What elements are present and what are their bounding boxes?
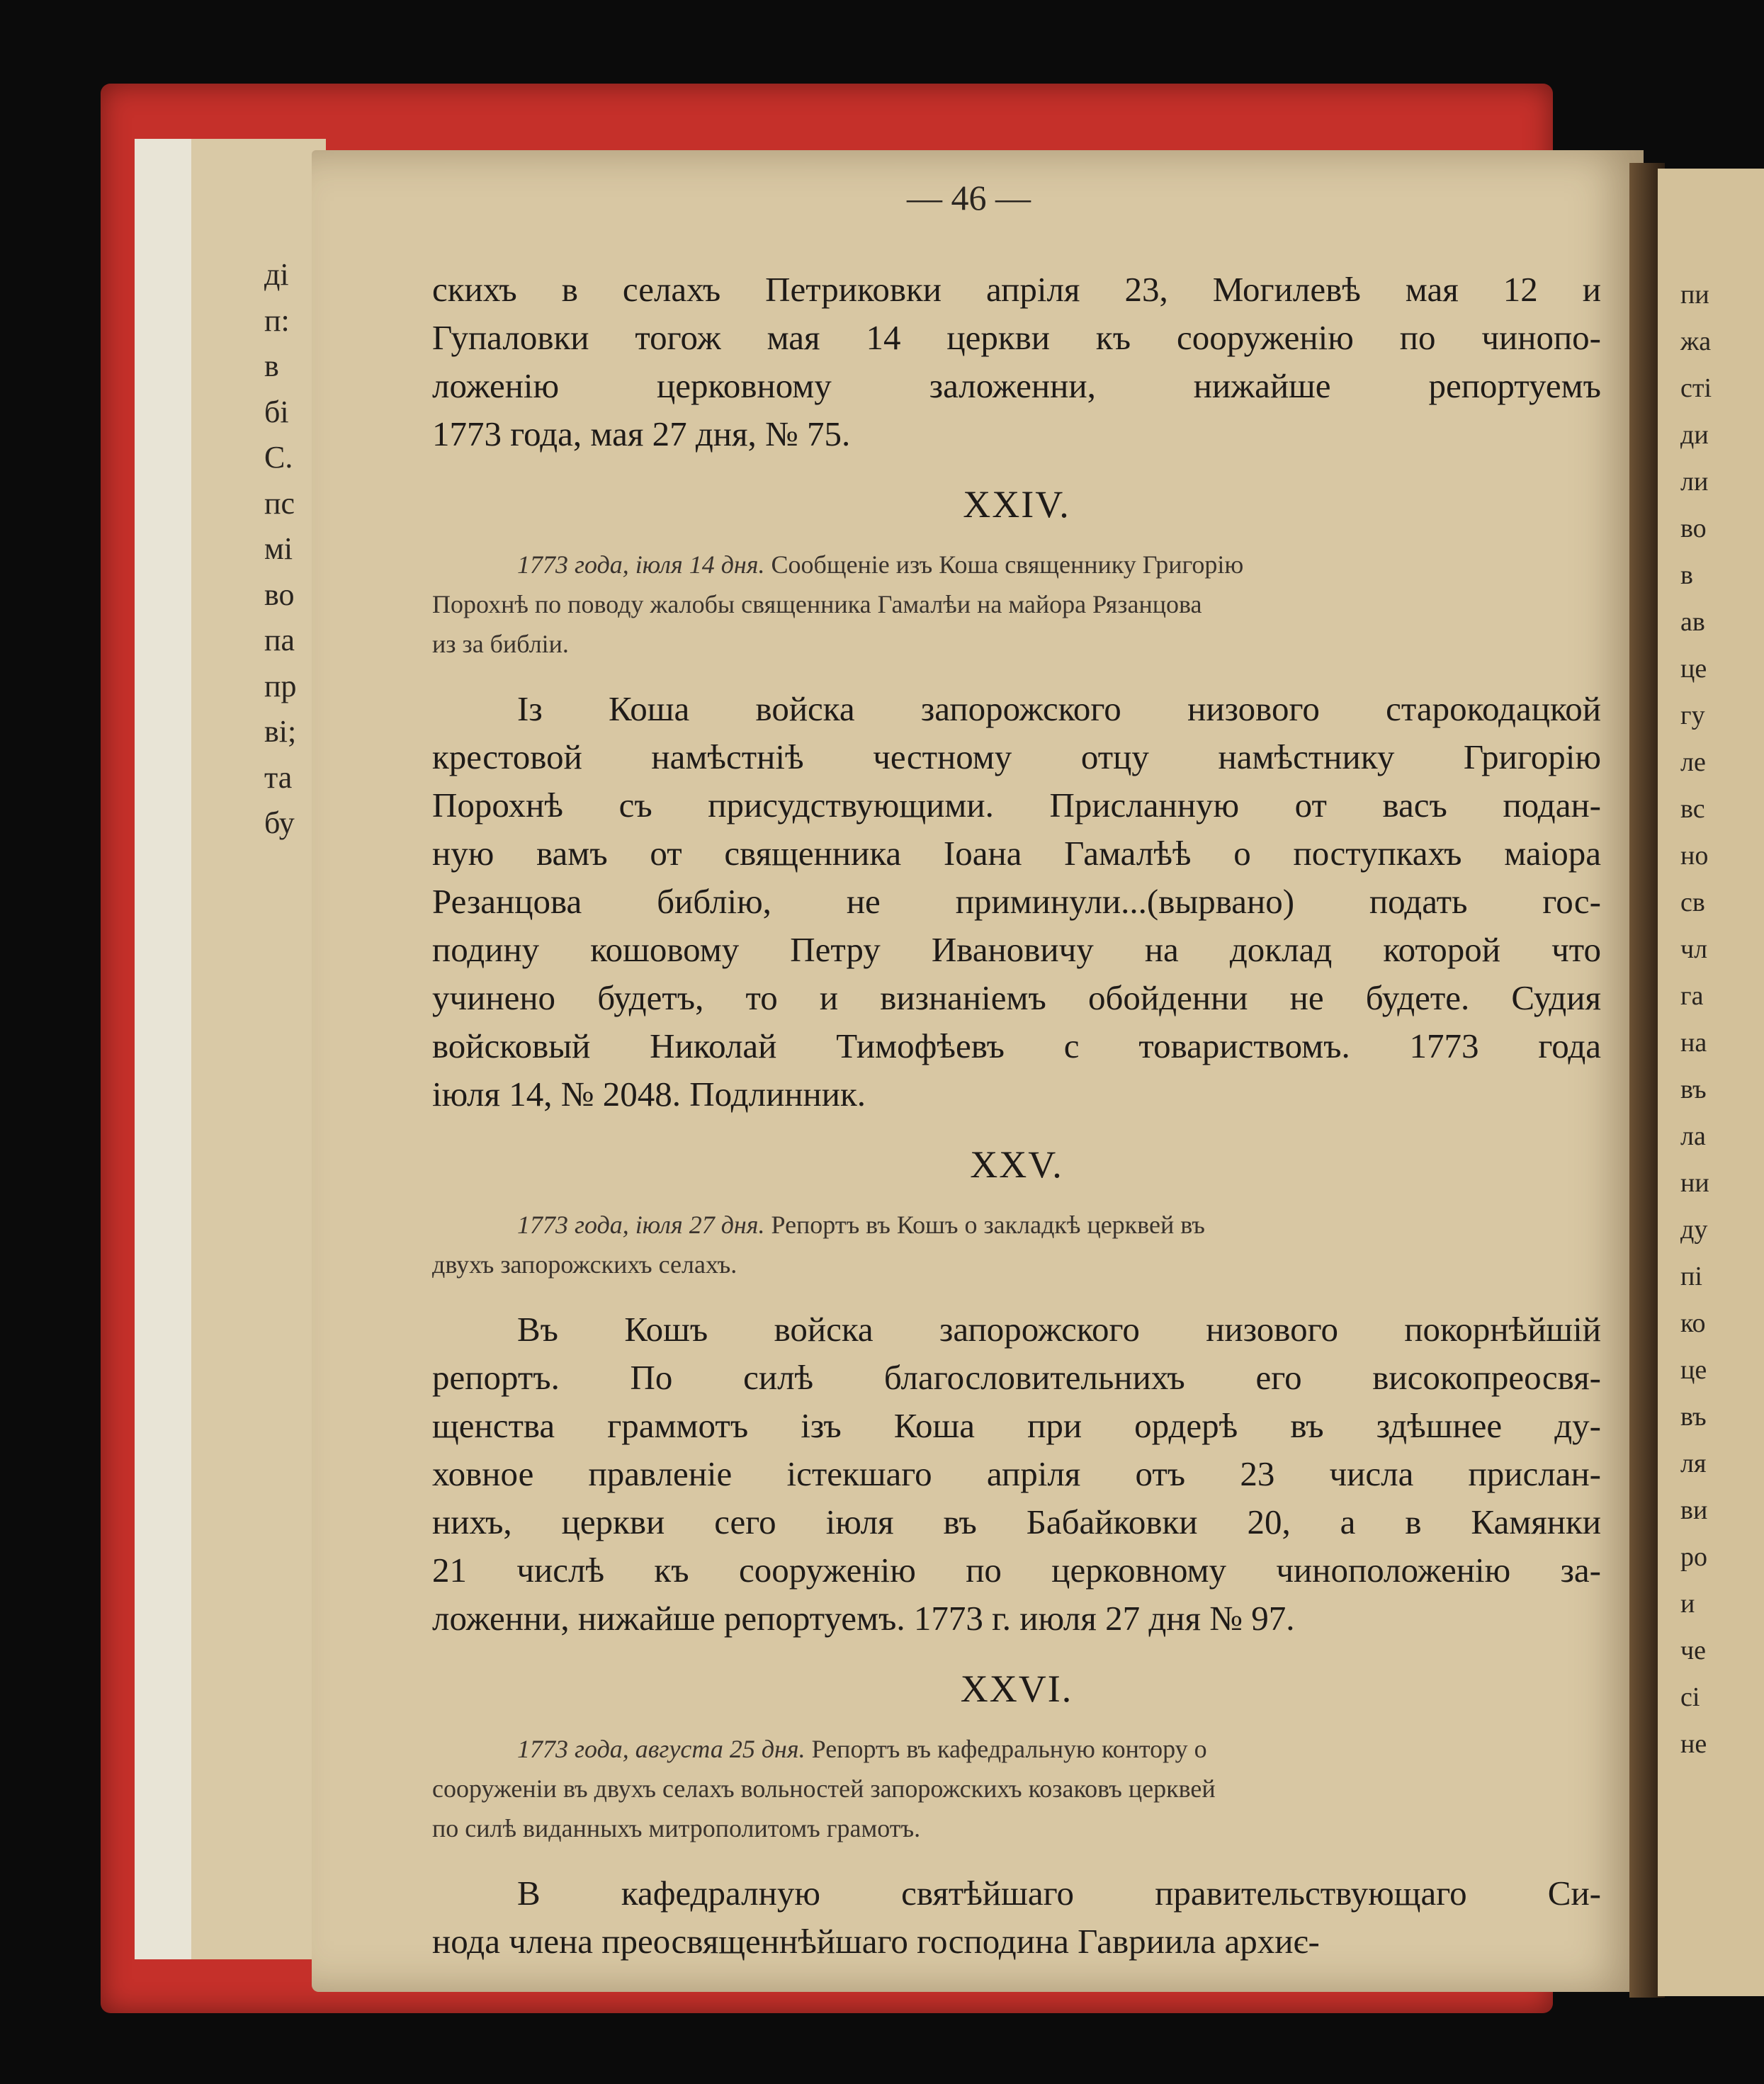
left-fragment: бі xyxy=(264,394,289,429)
right-fragment: св xyxy=(1680,888,1705,917)
text-line: щенства граммотъ ізъ Коша при ордерѣ въ здѣшнее ду- xyxy=(432,1406,1601,1445)
section-body xyxy=(432,1869,1601,1966)
right-fragment: не xyxy=(1680,1729,1707,1759)
summary-date: 1773 года, іюля 27 дня. xyxy=(517,1211,765,1239)
summary-text: Репортъ въ кафедральную контору о xyxy=(811,1735,1207,1763)
right-fragment: ля xyxy=(1680,1449,1707,1478)
right-fragment: ле xyxy=(1680,747,1706,777)
text-line: ложенію церковному заложенни, нижайше репортуемъ xyxy=(432,366,1601,405)
text-line: Резанцова библію, не приминули...(вырвано) подать гос- xyxy=(432,882,1601,921)
right-page-text xyxy=(1680,278,1712,1761)
left-fragment: С. xyxy=(264,440,293,475)
text-line: Із Коша войска запорожского низового старокодацкой xyxy=(517,689,1601,728)
left-fragment: ді xyxy=(264,257,289,292)
summary-text: Сообщеніе изъ Коша священнику Григорію xyxy=(771,550,1244,579)
text-line: нода члена преосвященнѣйшаго господина Гавриила архиє- xyxy=(432,1922,1320,1961)
right-fragment: вс xyxy=(1680,794,1705,824)
section-summary xyxy=(432,1729,1601,1848)
right-fragment: це xyxy=(1680,654,1707,684)
text-line: В кафедралную святѣйшаго правительствующаго Си- xyxy=(517,1874,1601,1913)
right-fragment: ди xyxy=(1680,420,1709,450)
right-fragment: пі xyxy=(1680,1262,1702,1291)
left-fragment: та xyxy=(264,759,293,795)
right-fragment: но xyxy=(1680,841,1709,871)
section-heading: XXV. xyxy=(970,1143,1063,1186)
text-line: подину кошовому Петру Ивановичу на доклад которой что xyxy=(432,930,1601,969)
right-fragment: гу xyxy=(1680,701,1705,730)
left-page xyxy=(191,139,326,1959)
summary-line: по силѣ виданныхъ митрополитомъ грамотъ. xyxy=(432,1814,921,1842)
right-fragment: на xyxy=(1680,1028,1707,1058)
section-summary xyxy=(432,545,1601,664)
left-fragment: в xyxy=(264,349,279,383)
right-fragment: во xyxy=(1680,514,1707,543)
right-fragment: га xyxy=(1680,981,1704,1011)
right-fragment: в xyxy=(1680,560,1693,590)
text-line: Порохнѣ съ присудствующими. Присланную от васъ подан- xyxy=(432,786,1601,825)
right-fragment: сі xyxy=(1680,1682,1700,1712)
right-fragment: ав xyxy=(1680,607,1705,637)
right-fragment: и xyxy=(1680,1589,1695,1619)
summary-line: из за библіи. xyxy=(432,630,569,658)
text-line: Гупаловки тогож мая 14 церкви къ сооруженію по чинопо- xyxy=(432,318,1601,357)
right-fragment: че xyxy=(1680,1636,1706,1665)
text-line: репортъ. По силѣ благословительнихъ его високопреосвя- xyxy=(432,1358,1601,1397)
text-line: ную вамъ от священника Іоана Гамалѣѣ о поступкахъ маіора xyxy=(432,834,1601,873)
right-fragment: ни xyxy=(1680,1168,1709,1198)
section-summary xyxy=(432,1205,1601,1284)
right-fragment: сті xyxy=(1680,373,1712,403)
text-line: ховное правленіе істекшаго апріля отъ 23 числа прислан- xyxy=(432,1454,1601,1493)
left-fragment: бу xyxy=(264,805,295,840)
text-line: Въ Кошъ войска запорожского низового покорнѣйшій xyxy=(517,1310,1601,1349)
page-text xyxy=(432,266,1601,1966)
right-fragment: ко xyxy=(1680,1308,1706,1338)
summary-line: Порохнѣ по поводу жалобы священника Гамалѣи на майора Рязанцова xyxy=(432,590,1202,618)
right-fragment: ви xyxy=(1680,1495,1708,1525)
section-heading: XXIV. xyxy=(963,483,1070,526)
intro-paragraph xyxy=(432,266,1601,458)
right-fragment: чл xyxy=(1680,934,1708,964)
section-xxvi xyxy=(432,1667,1601,1966)
summary-date: 1773 года, августа 25 дня. xyxy=(517,1735,805,1763)
right-fragment: ду xyxy=(1680,1215,1708,1245)
summary-line xyxy=(517,545,1601,584)
left-fragment: п: xyxy=(264,302,290,338)
left-fragment: пр xyxy=(264,668,297,703)
text-line: нихъ, церкви сего іюля въ Бабайковки 20, а в Камянки xyxy=(432,1502,1601,1541)
summary-line xyxy=(517,1729,1601,1769)
text-line: скихъ в селахъ Петриковки апріля 23, Могилевѣ мая 12 и xyxy=(432,270,1601,309)
text-line: ложенни, нижайше репортуемъ. 1773 г. июля 27 дня № 97. xyxy=(432,1599,1295,1638)
section-body xyxy=(432,1306,1601,1643)
summary-line xyxy=(517,1205,1601,1245)
section-xxiv xyxy=(432,482,1601,1119)
summary-line: двухъ запорожскихъ селахъ. xyxy=(432,1250,737,1279)
right-fragment: въ xyxy=(1680,1075,1707,1104)
summary-line: сооруженіи въ двухъ селахъ вольностей запорожскихъ козаковъ церквей xyxy=(432,1774,1216,1803)
section-body xyxy=(432,685,1601,1119)
summary-date: 1773 года, іюля 14 дня. xyxy=(517,550,765,579)
left-fragment: мі xyxy=(264,531,293,566)
text-line: учинено будетъ, то и визнаніемъ обойденни не будете. Судия xyxy=(432,978,1601,1017)
left-fragment: во xyxy=(264,577,295,612)
right-fragment: це xyxy=(1680,1355,1707,1385)
left-page-text xyxy=(264,256,297,841)
page-edge xyxy=(135,139,198,1959)
summary-text: Репортъ въ Кошъ о закладкѣ церквей въ xyxy=(771,1211,1205,1239)
text-line: войсковый Николай Тимофѣевъ с товариствомъ. 1773 года xyxy=(432,1026,1601,1065)
right-fragment: ли xyxy=(1680,467,1709,497)
text-line: 21 числѣ къ сооруженію по церковному чиноположенію за- xyxy=(432,1551,1601,1590)
right-fragment: ла xyxy=(1680,1121,1706,1151)
section-xxv xyxy=(432,1143,1601,1643)
right-fragment: жа xyxy=(1680,327,1712,356)
left-fragment: пс xyxy=(264,485,295,521)
right-fragment: ро xyxy=(1680,1542,1707,1572)
left-fragment: ві; xyxy=(264,714,297,749)
text-line: крестовой намѣстніѣ честному отцу намѣстнику Григорію xyxy=(432,737,1601,776)
text-line: іюля 14, № 2048. Подлинник. xyxy=(432,1075,866,1114)
right-fragment: въ xyxy=(1680,1402,1707,1432)
left-fragment: па xyxy=(264,623,295,657)
page-number: — 46 — xyxy=(907,178,1031,217)
right-fragment: пи xyxy=(1680,280,1709,310)
section-heading: XXVI. xyxy=(960,1667,1073,1710)
text-line: 1773 года, мая 27 дня, № 75. xyxy=(432,414,851,453)
